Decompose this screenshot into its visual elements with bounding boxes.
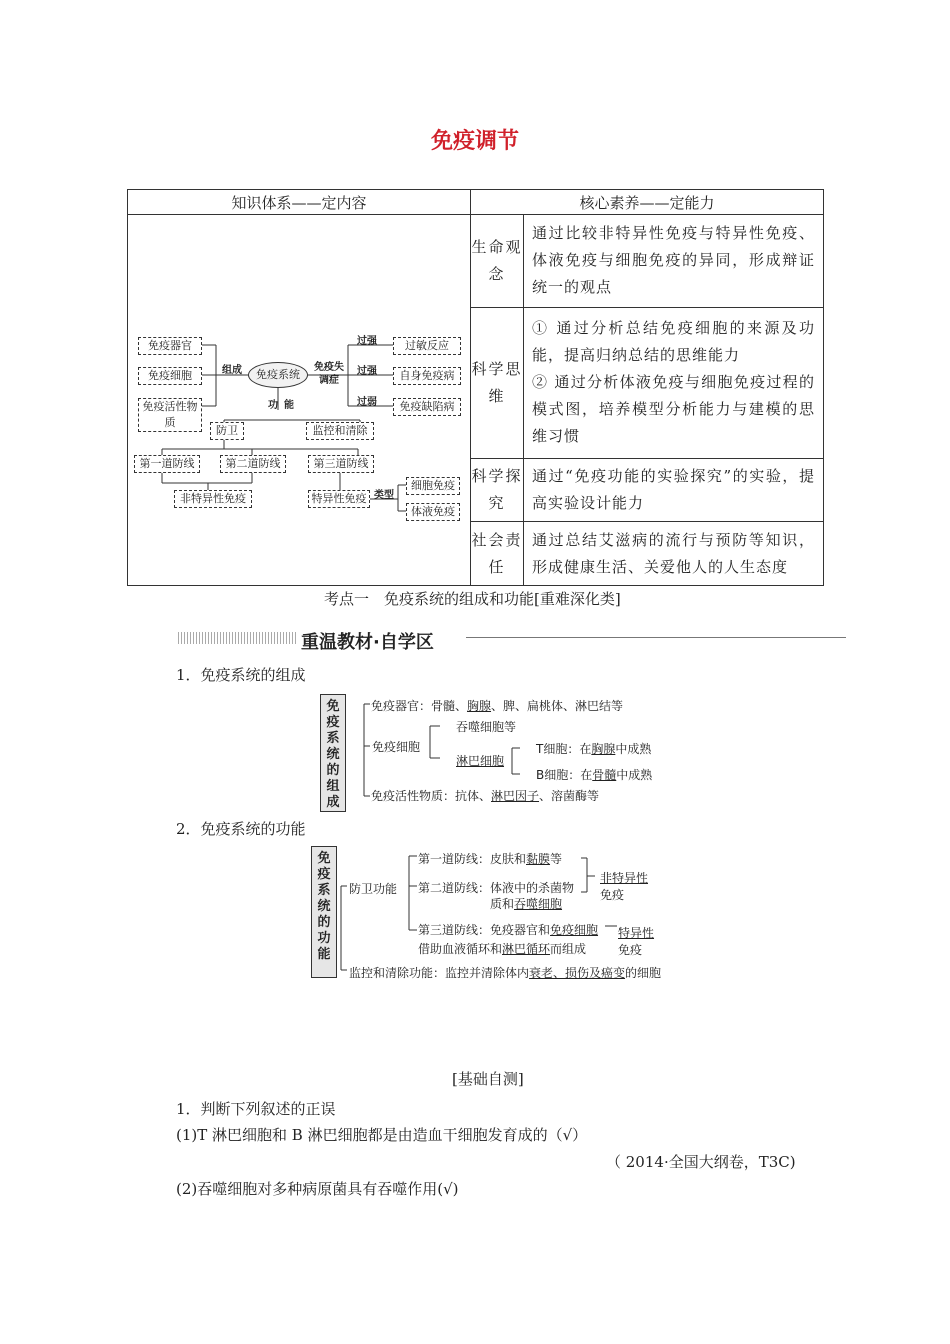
d2-l3a-prefix: 第三道防线：免疫器官和 — [418, 923, 551, 937]
row-label-life: 生命观念 — [471, 215, 524, 308]
d2-monitor-prefix: 监控和清除功能：监控并清除体内 — [349, 966, 530, 980]
d1-b-cell — [536, 766, 652, 783]
function-defense: 防卫 — [210, 422, 244, 440]
d2-monitor-targets: 衰老、损伤及癌变 — [529, 966, 626, 980]
overview-table — [127, 189, 824, 586]
d1-cells: 免疫细胞 — [372, 740, 421, 754]
thinking-point-2: ② 通过分析体液免疫与细胞免疫过程的模式图，培养模型分析能力与建模的思维习惯 — [532, 373, 815, 446]
d1-t-prefix: T细胞：在 — [536, 742, 592, 756]
bar-rule — [466, 637, 846, 638]
d1-organs — [371, 697, 623, 714]
page-title: 免疫调节 — [430, 128, 519, 154]
d2-l3b-suffix: 而组成 — [550, 942, 587, 956]
section-heading: 考点一 免疫系统的组成和功能[重难深化类] — [324, 590, 621, 608]
edge-strong-1: 过强 — [357, 336, 377, 347]
dysfunction-immunodeficiency: 免疫缺陷病 — [393, 398, 461, 416]
d1-organs-thymus: 胸腺 — [467, 699, 492, 713]
d2-l3b-prefix: 借助血液循环和 — [418, 942, 503, 956]
component-cells: 免疫细胞 — [138, 367, 202, 385]
d2-line-3b — [418, 940, 586, 957]
d2-monitor — [349, 964, 661, 981]
edge-compose: 组成 — [222, 365, 242, 376]
row-text-life: 通过比较非特异性免疫与特异性免疫、体液免疫与细胞免疫的异同，形成辩证统一的观点 — [524, 215, 824, 308]
header-knowledge: 知识体系——定内容 — [128, 190, 471, 215]
d2-line-3a — [418, 921, 598, 938]
d1-sub-prefix: 免疫活性物质：抗体、 — [371, 789, 492, 803]
d2-monitor-suffix: 的细胞 — [625, 966, 662, 980]
d1-organs-prefix: 免疫器官：骨髓、 — [371, 699, 468, 713]
concept-map — [128, 215, 471, 586]
d1-organs-suffix: 、脾、扁桃体、淋巴结等 — [491, 699, 624, 713]
d2-l3b-lymph: 淋巴循环 — [502, 942, 551, 956]
d1-lymphocytes: 淋巴细胞 — [456, 754, 505, 768]
d1-b-prefix: B细胞：在 — [536, 768, 593, 782]
d1-sub-lymphokine: 淋巴因子 — [491, 789, 540, 803]
nonspecific-immunity: 非特异性免疫 — [174, 490, 252, 508]
center-node: 免疫系统 — [248, 362, 308, 388]
edge-strong-2: 过强 — [357, 366, 377, 377]
d2-l1-mucosa: 黏膜 — [526, 852, 551, 866]
line-second: 第二道防线 — [220, 455, 286, 473]
d2-specific: 特异性 — [618, 926, 655, 940]
d1-vertical-label: 免疫系统的组成 — [320, 694, 346, 812]
question-1-1: (1)T 淋巴细胞和 B 淋巴细胞都是由造血干细胞发育成的（√） — [176, 1126, 588, 1144]
d2-specific-immunity: 免疫 — [618, 943, 643, 957]
edge-weak: 过弱 — [357, 397, 377, 408]
question-1-2: (2)吞噬细胞对多种病原菌具有吞噬作用(√) — [176, 1180, 459, 1198]
d2-line-1 — [418, 850, 562, 867]
d2-l1-prefix: 第一道防线：皮肤和 — [418, 852, 527, 866]
d2-l2b-phagocyte: 吞噬细胞 — [514, 897, 563, 911]
d1-phagocytes: 吞噬细胞等 — [456, 720, 517, 734]
item-2: 2．免疫系统的功能 — [176, 820, 306, 838]
component-substances: 免疫活性物质 — [138, 398, 202, 432]
function-monitor: 监控和清除 — [306, 422, 374, 440]
d2-l3a-cells: 免疫细胞 — [550, 923, 599, 937]
row-text-inquiry: 通过“免疫功能的实验探究”的实验，提高实验设计能力 — [524, 458, 824, 522]
d1-t-suffix: 中成熟 — [615, 742, 652, 756]
line-third: 第三道防线 — [308, 455, 374, 473]
d1-sub-suffix: 、溶菌酶等 — [539, 789, 600, 803]
thinking-point-1: ① 通过分析总结免疫细胞的来源及功能，提高归纳总结的思维能力 — [532, 319, 815, 365]
header-competence: 核心素养——定能力 — [471, 190, 824, 215]
d2-vertical-label: 免疫系统的功能 — [311, 846, 337, 978]
question-1-1-source: （ 2014·全国大纲卷，T3C) — [606, 1153, 796, 1171]
line-first: 第一道防线 — [134, 455, 200, 473]
row-label-inquiry: 科学探究 — [471, 458, 524, 522]
dysfunction-allergy: 过敏反应 — [393, 337, 461, 355]
d2-l1-suffix: 等 — [550, 852, 563, 866]
d2-defense: 防卫功能 — [349, 882, 398, 896]
edge-function: 功能 — [268, 400, 300, 411]
d1-t-cell — [536, 740, 651, 757]
d2-line-2b — [490, 895, 562, 912]
type-cellular: 细胞免疫 — [406, 477, 460, 495]
dysfunction-autoimmune: 自身免疫病 — [393, 367, 461, 385]
d2-nonspecific: 非特异性 — [600, 871, 649, 885]
item-1: 1．免疫系统的组成 — [176, 666, 306, 684]
d2-nonspecific-immunity: 免疫 — [600, 888, 625, 902]
question-1: 1．判断下列叙述的正误 — [176, 1100, 336, 1118]
bar-title: 重温教材·自学区 — [301, 632, 434, 653]
d1-b-suffix: 中成熟 — [616, 768, 653, 782]
d1-b-marrow: 骨髓 — [592, 768, 617, 782]
d1-t-thymus: 胸腺 — [591, 742, 616, 756]
specific-immunity: 特异性免疫 — [308, 490, 370, 508]
component-organs: 免疫器官 — [138, 337, 202, 355]
edge-type: 类型 — [374, 490, 394, 501]
row-text-thinking — [524, 307, 824, 458]
row-text-social: 通过总结艾滋病的流行与预防等知识，形成健康生活、关爱他人的人生态度 — [524, 522, 824, 586]
d2-line-2a: 第二道防线：体液中的杀菌物 — [418, 881, 575, 895]
test-header: [基础自测] — [452, 1070, 524, 1088]
edge-dysfunction: 免疫失调症 — [314, 362, 344, 386]
type-humoral: 体液免疫 — [406, 503, 460, 521]
row-label-social: 社会责任 — [471, 522, 524, 586]
d2-l2b-prefix: 质和 — [490, 897, 515, 911]
d1-substances — [371, 787, 599, 804]
bar-dots-decoration — [178, 632, 296, 644]
row-label-thinking: 科学思维 — [471, 307, 524, 458]
